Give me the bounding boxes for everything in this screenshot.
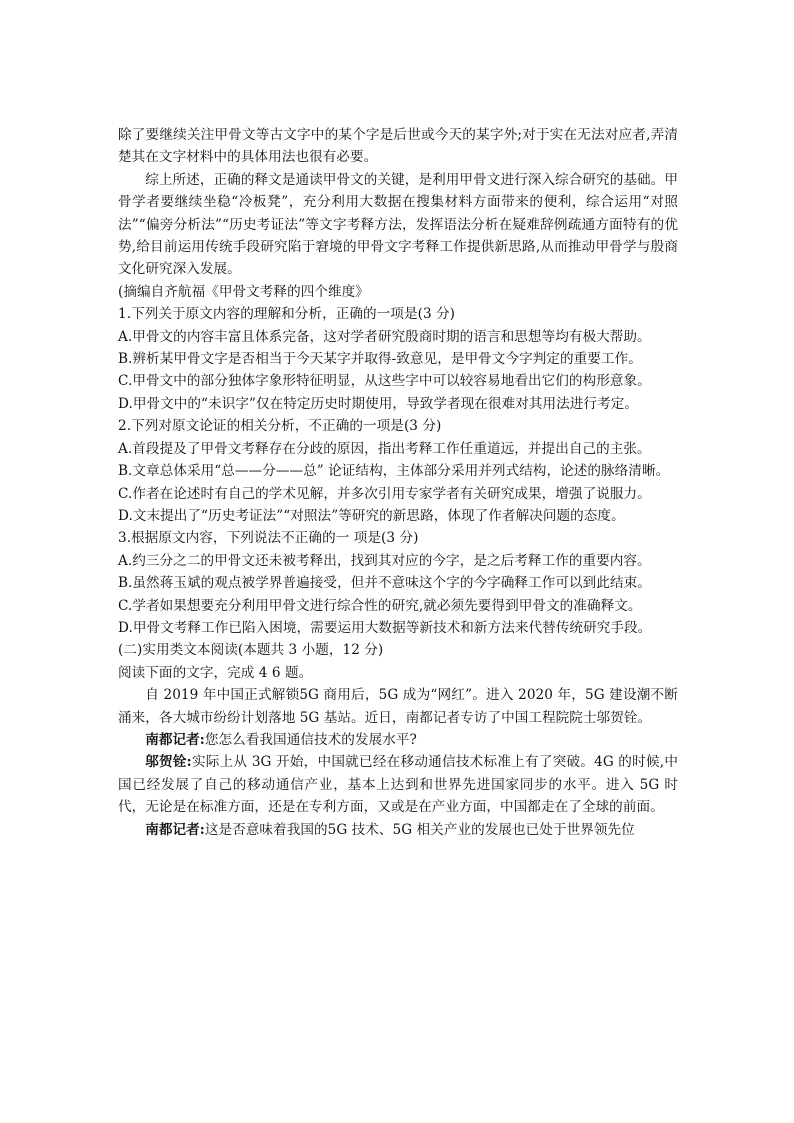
- interview-answer-1: [118, 751, 678, 818]
- question-1-option-b: B.辨析某甲骨文字是否相当于今天某字并取得-致意见，是甲骨文今字判定的重要工作。: [118, 351, 642, 368]
- paragraph-1: 除了要继续关注甲骨文等古文字中的某个字是后世或今天的某字外;对于实在无法对应者,弄清楚其在文字材料中的具体用法也很有必要。: [118, 127, 678, 166]
- document-body: [118, 124, 678, 841]
- interview-intro: 自 2019 年中国正式解锁5G 商用后，5G 成为“网红”。进入 2020 年，5G 建设潮不断涌来，各大城市纷纷计划落地 5G 基站。近日，南都记者专访了中国工程院院士邬贺铨。: [118, 687, 678, 726]
- question-2-option-c: C.作者在论述时有自己的学术见解，并多次引用专家学者有关研究成果，增强了说服力。: [118, 485, 651, 502]
- question-1-option-c: C.甲骨文中的部分独体字象形特征明显，从这些字中可以较容易地看出它们的构形意象。: [118, 373, 651, 390]
- question-3-stem: 3.根据原文内容，下列说法不正确的一 项是(3 分): [118, 530, 419, 547]
- interview-answer-1-text: 实际上从 3G 开始，中国就已经在移动通信技术标准上有了突破。4G 的时候,中国已经发展了自己的移动通信产业，基本上达到和世界先进国家同步的水平。进入 5G 时代，无论是在标准方面，还是在专利方面，又或是在产业方面，中国都走在了全球的前面。: [118, 754, 679, 816]
- question-3-option-d: D.甲骨文考释工作已陷入困境，需要运用大数据等新技术和新方法来代替传统研究手段。: [118, 619, 652, 636]
- question-1-option-a: A.甲骨文的内容丰富且体系完备，这对学者研究殷商时期的语言和思想等均有极大帮助。: [118, 328, 651, 345]
- section-2-instruction: 阅读下面的文字，完成 4 6 题。: [118, 664, 313, 681]
- section-2: [118, 639, 678, 841]
- question-1: [118, 303, 678, 415]
- question-3: [118, 527, 678, 639]
- question-1-option-d: D.甲骨文中的“未识字”仅在特定历史时期使用，导致学者现在很难对其用法进行考定。: [118, 395, 639, 412]
- section-2-heading: (二)实用类文本阅读(本题共 3 小题，12 分): [118, 642, 384, 659]
- question-1-stem: 1.下列关于原文内容的理解和分析，正确的一项是(3 分): [118, 306, 456, 323]
- source-citation: (摘编自齐航福《甲骨文考释的四个维度》: [118, 283, 369, 300]
- question-2-option-a: A.首段提及了甲骨文考释存在分歧的原因，指出考释工作任重道远，并提出自己的主张。: [118, 440, 651, 457]
- interview-question-2-text: 这是否意味着我国的5G 技术、5G 相关产业的发展也已处于世界领先位: [204, 821, 635, 838]
- question-2-option-b: B.文章总体采用“总——分——总” 论证结构，主体部分采用并列式结构，论述的脉络清晰。: [118, 463, 670, 480]
- question-2-stem: 2.下列对原文论证的相关分析，不正确的一项是(3 分): [118, 418, 442, 435]
- question-2: [118, 415, 678, 527]
- reporter-label: 南都记者:: [145, 821, 205, 838]
- question-2-option-d: D.文末提出了“历史考证法”“对照法”等研究的新思路，体现了作者解决问题的态度。: [118, 507, 625, 524]
- question-3-option-b: B.虽然蒋玉斌的观点被学界普遍接受，但并不意味这个字的今字确释工作可以到此结束。: [118, 575, 651, 592]
- paragraph-conclusion: 综上所述，正确的释文是通读甲骨文的关键，是利用甲骨文进行深入综合研究的基础。甲骨学者要继续坐稳“冷板凳”，充分利用大数据在搜集材料方面带来的便利，综合运用“对照法”“偏旁分析法”“历史考证法”等文字考释方法，发挥语法分析在疑难辞例疏通方面特有的优势,给目前运用传统手段研究陷于窘境的甲骨文字考释工作提供新思路,从而推动甲骨学与殷商文化研究深入发展。: [118, 171, 678, 278]
- interview-question-1: [118, 729, 678, 751]
- reporter-label: 南都记者:: [145, 731, 205, 748]
- interview-question-1-text: 您怎么看我国通信技术的发展水平?: [204, 731, 417, 748]
- interview-question-2: [118, 819, 678, 841]
- interviewee-label: 邬贺铨:: [145, 754, 192, 771]
- question-3-option-a: A.约三分之二的甲骨文还未被考释出，找到其对应的今字，是之后考释工作的重要内容。: [118, 552, 651, 569]
- question-3-option-c: C.学者如果想要充分利用甲骨文进行综合性的研究,就必须先要得到甲骨文的准确释文。: [118, 597, 642, 614]
